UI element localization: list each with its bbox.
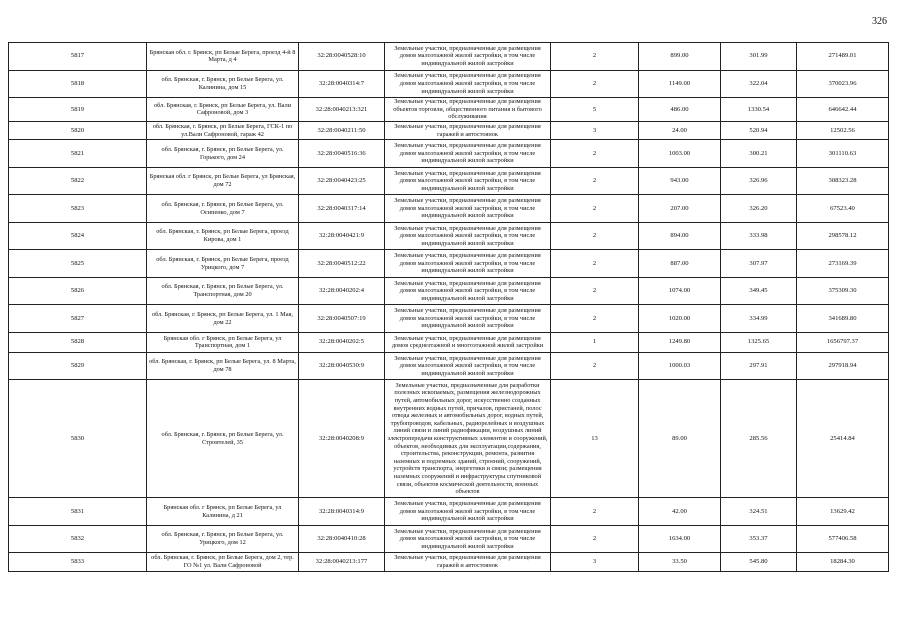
- cell-record-number: 5825: [9, 250, 147, 278]
- cell-specific-value: 1330.54: [721, 98, 797, 122]
- cell-cadastral-value: 577406.58: [797, 525, 889, 553]
- table-row: [9, 525, 889, 553]
- cell-record-number: 5824: [9, 222, 147, 250]
- cell-address: обл. Брянская, г. Брянск, рп Белые Берега, ул. 8 Марта, дом 78: [147, 352, 299, 380]
- cell-record-number: 5818: [9, 70, 147, 98]
- cell-record-number: 5819: [9, 98, 147, 122]
- cell-area: 1249.80: [639, 332, 721, 352]
- cell-cadastral-number: 32:28:0040317:14: [299, 195, 385, 223]
- cell-land-use: Земельные участки, предназначенные для размещения домов малоэтажной жилой застройки, в том числе индивидуальной жилой застройки: [385, 167, 551, 195]
- cell-group: 2: [551, 222, 639, 250]
- cell-area: 486.00: [639, 98, 721, 122]
- cell-cadastral-number: 32:28:0040211:50: [299, 121, 385, 140]
- cell-record-number: 5821: [9, 140, 147, 168]
- table-row: [9, 332, 889, 352]
- cell-record-number: 5832: [9, 525, 147, 553]
- cell-cadastral-number: 32:28:0040512:22: [299, 250, 385, 278]
- cell-land-use: Земельные участки, предназначенные для размещения домов малоэтажной жилой застройки, в том числе индивидуальной жилой застройки: [385, 305, 551, 333]
- cell-area: 1003.00: [639, 140, 721, 168]
- cell-land-use: Земельные участки, предназначенные для размещения домов малоэтажной жилой застройки, в том числе индивидуальной жилой застройки: [385, 70, 551, 98]
- cell-cadastral-value: 271489.01: [797, 43, 889, 71]
- cell-specific-value: 322.04: [721, 70, 797, 98]
- cell-address: обл. Брянская, г. Брянск, рп Белые Берега, ул. Осипенко, дом 7: [147, 195, 299, 223]
- cell-cadastral-number: 32:28:0040314:9: [299, 498, 385, 526]
- cell-cadastral-number: 32:28:0040202:4: [299, 277, 385, 305]
- cell-specific-value: 520.94: [721, 121, 797, 140]
- cell-specific-value: 300.21: [721, 140, 797, 168]
- cell-land-use: Земельные участки, предназначенные для размещения домов малоэтажной жилой застройки, в том числе индивидуальной жилой застройки: [385, 498, 551, 526]
- cell-specific-value: 1325.65: [721, 332, 797, 352]
- cell-address: обл. Брянская, г. Брянск, рп Белые Берега, ул. Калинина, дом 15: [147, 70, 299, 98]
- cell-land-use: Земельные участки, предназначенные для размещения домов среднеэтажной и многоэтажной жилой застройки: [385, 332, 551, 352]
- table-row: [9, 553, 889, 572]
- cell-address: обл. Брянская, г. Брянск, рп Белые Берега, ул. Урицкого, дом 12: [147, 525, 299, 553]
- cell-specific-value: 285.56: [721, 380, 797, 498]
- cell-land-use: Земельные участки, предназначенные для размещения домов малоэтажной жилой застройки, в том числе индивидуальной жилой застройки: [385, 277, 551, 305]
- table-row: [9, 195, 889, 223]
- cell-group: 2: [551, 70, 639, 98]
- cell-group: 13: [551, 380, 639, 498]
- cell-cadastral-number: 32:28:0040516:36: [299, 140, 385, 168]
- cell-cadastral-number: 32:28:0040208:9: [299, 380, 385, 498]
- cell-area: 24.00: [639, 121, 721, 140]
- cell-group: 2: [551, 525, 639, 553]
- cell-group: 1: [551, 332, 639, 352]
- cell-area: 1020.00: [639, 305, 721, 333]
- cell-group: 2: [551, 195, 639, 223]
- cell-address: обл. Брянская, г. Брянск, рп Белые Берега, ГСК-1 по ул.Вали Сафроновой, гараж 42: [147, 121, 299, 140]
- cell-land-use: Земельные участки, предназначенные для размещения домов малоэтажной жилой застройки, в том числе индивидуальной жилой застройки: [385, 352, 551, 380]
- cell-group: 2: [551, 305, 639, 333]
- cell-record-number: 5822: [9, 167, 147, 195]
- cell-group: 2: [551, 140, 639, 168]
- cell-address: Брянская обл. г Брянск, рп Белые Берега, ул Брянская, дом 72: [147, 167, 299, 195]
- cell-area: 894.00: [639, 222, 721, 250]
- table-row: [9, 222, 889, 250]
- page-number: 326: [872, 16, 887, 27]
- cell-cadastral-number: 32:28:0040314:7: [299, 70, 385, 98]
- cell-land-use: Земельные участки, предназначенные для размещения объектов торговли, общественного питания и бытового обслуживания: [385, 98, 551, 122]
- cell-address: обл. Брянская, г. Брянск, рп Белые Берега, ул. 1 Мая, дом 22: [147, 305, 299, 333]
- table-row: [9, 277, 889, 305]
- table-row: [9, 121, 889, 140]
- table-row: [9, 352, 889, 380]
- cell-cadastral-value: 308323.28: [797, 167, 889, 195]
- cell-area: 33.50: [639, 553, 721, 572]
- cell-specific-value: 324.51: [721, 498, 797, 526]
- cell-cadastral-value: 297918.94: [797, 352, 889, 380]
- cell-cadastral-number: 32:28:0040213:177: [299, 553, 385, 572]
- cell-cadastral-value: 375309.30: [797, 277, 889, 305]
- cell-cadastral-value: 67523.40: [797, 195, 889, 223]
- cell-area: 1000.03: [639, 352, 721, 380]
- cell-land-use: Земельные участки, предназначенные для размещения гаражей и автостоянок: [385, 121, 551, 140]
- cell-specific-value: 333.98: [721, 222, 797, 250]
- table-row: [9, 43, 889, 71]
- cell-area: 887.00: [639, 250, 721, 278]
- cell-group: 2: [551, 43, 639, 71]
- cell-land-use: Земельные участки, предназначенные для размещения домов малоэтажной жилой застройки, в том числе индивидуальной жилой застройки: [385, 43, 551, 71]
- cell-area: 943.00: [639, 167, 721, 195]
- cell-record-number: 5826: [9, 277, 147, 305]
- cell-cadastral-value: 370023.96: [797, 70, 889, 98]
- table-row: [9, 380, 889, 498]
- cell-specific-value: 326.20: [721, 195, 797, 223]
- cell-group: 2: [551, 352, 639, 380]
- cell-specific-value: 353.37: [721, 525, 797, 553]
- cell-cadastral-value: 13629.42: [797, 498, 889, 526]
- cell-address: Брянская обл. г. Брянск, рп Белые Берега, проезд 4-й 8 Марта, д 4: [147, 43, 299, 71]
- cell-group: 5: [551, 98, 639, 122]
- cell-cadastral-value: 25414.84: [797, 380, 889, 498]
- cell-cadastral-number: 32:28:0040410:28: [299, 525, 385, 553]
- cell-address: обл. Брянская, г. Брянск, рп Белые Берега, ул. Горького, дом 24: [147, 140, 299, 168]
- cell-cadastral-value: 12502.56: [797, 121, 889, 140]
- cell-cadastral-number: 32:28:0040421:9: [299, 222, 385, 250]
- table-row: [9, 140, 889, 168]
- table-row: [9, 167, 889, 195]
- cell-group: 2: [551, 250, 639, 278]
- cell-cadastral-value: 298578.12: [797, 222, 889, 250]
- cell-specific-value: 545.80: [721, 553, 797, 572]
- cell-specific-value: 326.96: [721, 167, 797, 195]
- cell-group: 3: [551, 553, 639, 572]
- cell-address: обл. Брянская, г. Брянск, рп Белые Берега, ул. Транспортная, дом 20: [147, 277, 299, 305]
- cell-cadastral-value: 18284.30: [797, 553, 889, 572]
- cell-specific-value: 297.91: [721, 352, 797, 380]
- cell-record-number: 5827: [9, 305, 147, 333]
- cell-area: 1149.00: [639, 70, 721, 98]
- cell-address: обл. Брянская, г. Брянск, рп Белые Берега, ул. Вали Сафроновой, дом 3: [147, 98, 299, 122]
- cell-specific-value: 307.97: [721, 250, 797, 278]
- cell-record-number: 5830: [9, 380, 147, 498]
- cell-specific-value: 301.99: [721, 43, 797, 71]
- cell-cadastral-value: 273169.39: [797, 250, 889, 278]
- cell-cadastral-number: 32:28:0040530:9: [299, 352, 385, 380]
- table-row: [9, 250, 889, 278]
- cell-cadastral-number: 32:28:0040213:321: [299, 98, 385, 122]
- cell-specific-value: 334.99: [721, 305, 797, 333]
- cell-land-use: Земельные участки, предназначенные для размещения домов малоэтажной жилой застройки, в том числе индивидуальной жилой застройки: [385, 250, 551, 278]
- cell-record-number: 5828: [9, 332, 147, 352]
- cell-cadastral-value: 341689.80: [797, 305, 889, 333]
- cell-land-use: Земельные участки, предназначенные для размещения домов малоэтажной жилой застройки, в том числе индивидуальной жилой застройки: [385, 525, 551, 553]
- cell-record-number: 5833: [9, 553, 147, 572]
- cell-cadastral-value: 301110.63: [797, 140, 889, 168]
- cell-address: обл. Брянская, г. Брянск, рп Белые Берега, проезд Кирова, дом 1: [147, 222, 299, 250]
- cell-land-use: Земельные участки, предназначенные для размещения домов малоэтажной жилой застройки, в том числе индивидуальной жилой застройки: [385, 195, 551, 223]
- table-row: [9, 98, 889, 122]
- cell-address: Брянская обл. г Брянск, рп Белые Берега, ул Калинина, д 21: [147, 498, 299, 526]
- cell-record-number: 5817: [9, 43, 147, 71]
- cell-group: 2: [551, 498, 639, 526]
- cell-cadastral-number: 32:28:0040528:10: [299, 43, 385, 71]
- cell-group: 2: [551, 277, 639, 305]
- cell-address: обл. Брянская, г. Брянск, рп Белые Берега, проезд Урицкого, дом 7: [147, 250, 299, 278]
- cell-group: 2: [551, 167, 639, 195]
- cell-land-use: Земельные участки, предназначенные для размещения домов малоэтажной жилой застройки, в том числе индивидуальной жилой застройки: [385, 140, 551, 168]
- cell-specific-value: 349.45: [721, 277, 797, 305]
- cell-address: обл. Брянская, г. Брянск, рп Белые Берега, ул. Строителей, 35: [147, 380, 299, 498]
- cell-area: 42.00: [639, 498, 721, 526]
- cell-cadastral-number: 32:28:0040423:25: [299, 167, 385, 195]
- cell-land-use: Земельные участки, предназначенные для размещения домов малоэтажной жилой застройки, в том числе индивидуальной жилой застройки: [385, 222, 551, 250]
- cell-land-use: Земельные участки, предназначенные для разработки полезных ископаемых, размещения железнодорожных путей, автомобильных дорог, искусственно созданных внутренних водных путей, причалов, пристаней, полос отвода железных и автомобильных дорог, водных путей, трубопроводов, кабельных, радиорелейных и воздушных линий связи и линий радиофикации, воздушных линий электропередачи конструктивных элементов и сооружений, объектов, необходимых для эксплуатации,содержания, строительства, реконструкции, ремонта, развития наземных и подземных зданий, строений, сооружений, устройств транспорта, энергетики и связи; размещения наземных сооружений и инфраструктуры спутниковой связи, объектов космической деятельности, военных объектов: [385, 380, 551, 498]
- table-row: [9, 70, 889, 98]
- cell-cadastral-value: 646642.44: [797, 98, 889, 122]
- cell-area: 899.00: [639, 43, 721, 71]
- cell-area: 89.00: [639, 380, 721, 498]
- cell-address: обл. Брянская, г. Брянск, рп Белые Берега, дом 2, тер. ГО №1 ул. Вали Сафроновой: [147, 553, 299, 572]
- cell-record-number: 5823: [9, 195, 147, 223]
- cell-record-number: 5829: [9, 352, 147, 380]
- cell-area: 1074.00: [639, 277, 721, 305]
- cell-cadastral-number: 32:28:0040507:19: [299, 305, 385, 333]
- cell-area: 207.00: [639, 195, 721, 223]
- cell-cadastral-number: 32:28:0040202:5: [299, 332, 385, 352]
- table-row: [9, 305, 889, 333]
- cell-group: 3: [551, 121, 639, 140]
- cell-area: 1634.00: [639, 525, 721, 553]
- cell-address: Брянская обл. г Брянск, рп Белые Берега, ул Транспортная, дом 1: [147, 332, 299, 352]
- cell-cadastral-value: 1656797.37: [797, 332, 889, 352]
- cell-record-number: 5820: [9, 121, 147, 140]
- registry-table: [8, 42, 889, 572]
- cell-land-use: Земельные участки, предназначенные для размещения гаражей и автостоянок: [385, 553, 551, 572]
- cell-record-number: 5831: [9, 498, 147, 526]
- table-body: [9, 43, 889, 572]
- table-row: [9, 498, 889, 526]
